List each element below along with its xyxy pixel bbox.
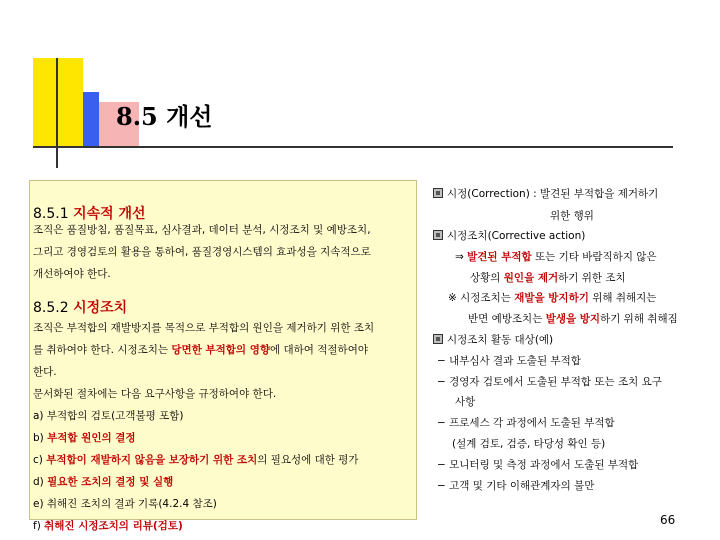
text-run: b) [33,432,48,444]
text-run: 상황의 [470,272,504,284]
text-run: 에 대하여 적절하여야 [270,344,368,356]
list-item-c [33,452,359,467]
heading-continual-improvement [33,203,146,223]
heading-text: 지속적 개선 [73,206,146,222]
target-item: − 프로세스 각 과정에서 도출된 부적합 [437,417,615,429]
paragraph-line: 그리고 경영검토의 활용을 통하여, 품질경영시스템의 효과성을 지속적으로 [33,246,371,258]
list-item-f [33,518,183,533]
highlight-text: 당면한 부적합의 영향 [171,344,271,356]
paragraph-line: 조직은 부적합의 재발방지를 목적으로 부적합의 원인을 제거하기 위한 조치 [33,322,375,334]
text-run: 시정조치 활동 대상(예) [447,334,554,346]
text-run: d) [33,476,48,488]
target-item: − 고객 및 기타 이해관계자의 불만 [437,480,595,492]
square-bullet-icon [433,230,443,240]
square-bullet-icon [433,334,443,344]
definition-line [455,249,657,264]
decor-blue-block [83,92,99,146]
highlight-text: 부적합이 재발하지 않음을 보장하기 위한 조치 [46,454,258,466]
list-item-a: a) 부적합의 검토(고객불평 포함) [33,410,184,422]
paragraph-line: 문서화된 절차에는 다음 요구사항을 규정하여야 한다. [33,388,277,400]
bullet-correction-cont: 위한 행위 [550,210,594,222]
paragraph-line: 개선하여야 한다. [33,268,111,280]
text-run: 하기 위한 조치 [558,272,626,284]
text-run: 의 필요성에 대한 평가 [257,454,359,466]
heading-corrective-action [33,297,127,317]
highlight-text: 부적합 원인의 결정 [47,432,136,444]
decor-yellow-block [33,58,83,146]
text-run: 를 취하여야 한다. 시정조치는 [33,344,172,356]
note-line [468,311,678,326]
paragraph-line: 조직은 품질방침, 품질목표, 심사결과, 데이터 분석, 시정조치 및 예방조치, [33,224,371,236]
highlight-text: 재발을 방지하기 [514,292,589,304]
slide-title: 8.5 개선 [116,102,213,131]
bullet-corrective-action [433,228,585,243]
list-item-e: e) 취해진 조치의 결과 기록(4.2.4 참조) [33,498,217,510]
target-item-cont: 사항 [455,396,476,408]
bullet-correction [433,186,658,201]
heading-text: 시정조치 [73,300,128,316]
highlight-text: 발생을 방지 [545,313,601,325]
target-item: − 모니터링 및 측정 과정에서 도출된 부적합 [437,459,639,471]
heading-number: 8.5.1 [33,206,69,222]
target-item: − 경영자 검토에서 도출된 부적합 또는 조치 요구 [437,376,662,388]
text-run: 반면 예방조치는 [468,313,546,325]
note-line [448,290,656,305]
text-run: 하기 위해 취해짐 [600,313,678,325]
target-item: − 내부심사 결과 도출된 부적합 [437,355,581,367]
highlight-text: 필요한 조치의 결정 및 실행 [47,476,174,488]
text-run: 또는 기타 바람직하지 않은 [531,251,657,263]
bullet-targets [433,332,553,347]
text-run: f) [33,520,45,532]
arrow-icon: ⇒ [455,251,468,263]
heading-number: 8.5.2 [33,300,69,316]
paragraph-line [33,342,368,357]
list-item-d [33,474,173,489]
text-run: 시정조치(Corrective action) [447,230,586,242]
paragraph-line: 한다. [33,366,57,378]
highlight-text: 취해진 시정조치의 리뷰(검토) [44,520,183,532]
page-number: 66 [660,513,676,527]
highlight-text: 발견된 부적합 [467,251,532,263]
text-run: 위해 취해지는 [588,292,657,304]
highlight-text: 원인을 제거 [503,272,559,284]
list-item-b [33,430,136,445]
definition-line [470,270,626,285]
text-run: c) [33,454,47,466]
title-underline [33,146,673,148]
target-item-cont: (설계 검토, 검증, 타당성 확인 등) [452,438,606,450]
decor-vertical-line [56,58,58,168]
square-bullet-icon [433,188,443,198]
text-run: ※ 시정조치는 [448,292,515,304]
text-run: 시정(Correction) : 발견된 부적합을 제거하기 [447,188,659,200]
